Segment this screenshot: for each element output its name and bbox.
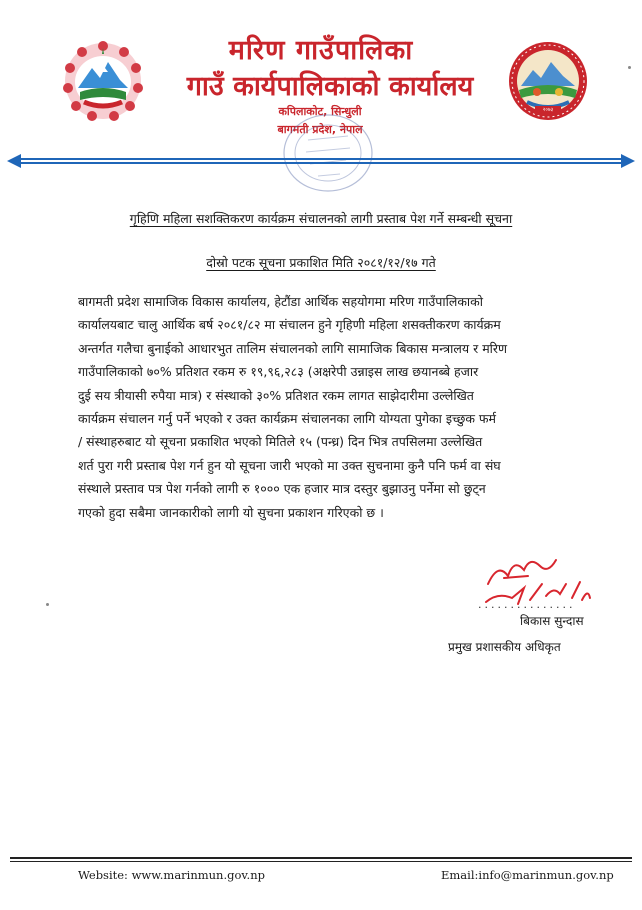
body-line: शर्त पुरा गरी प्रस्ताब पेश गर्न हुन यो सूचना जारी भएको मा उक्त सुचनामा कुनै पनि फर्म वा संघ — [78, 457, 501, 473]
municipality-logo-icon — [507, 40, 589, 122]
footer-website: Website: www.marinmun.gov.np — [78, 868, 265, 882]
body-line: बागमती प्रदेश सामाजिक विकास कार्यालय, हेटौंडा आर्थिक सहयोगमा मरिण गाउँपालिकाको — [78, 294, 484, 309]
body-line: / संस्थाहरुबाट यो सूचना प्रकाशित भएको मितिले १५ (पन्ध्र) दिन भित्र तपसिलमा उल्लेखित — [78, 434, 483, 450]
body-line: गएको हुदा सबैमा जानकारीको लागी यो सुचना प्रकाशन गरिएको छ । — [78, 504, 384, 520]
footer-email: Email:info@marinmun.gov.np — [441, 868, 614, 882]
subject-heading: गृहिणि महिला सशक्तिकरण कार्यक्रम संचालनको लागी प्रस्ताब पेश गर्ने सम्बन्धी सूचना — [129, 211, 513, 226]
scan-speck — [46, 603, 49, 606]
svg-text:२०७३: २०७३ — [542, 107, 554, 113]
body-line: कार्यालयबाट चालु आर्थिक बर्ष २०८१/८२ मा संचालन हुने गृहिणी महिला शसक्तीकरण कार्यक्रम — [78, 317, 501, 333]
footer-divider — [10, 861, 632, 862]
notice-body — [78, 290, 586, 524]
address-line1: कपिलाकोट, सिन्धुली — [278, 105, 362, 118]
address-line2: बागमती प्रदेश, नेपाल — [277, 123, 363, 136]
signature-line: ............... — [478, 598, 576, 611]
body-line: अन्तर्गत गलैचा बुनाईको आधारभुत तालिम संचालनको लागि सामाजिक बिकास मन्त्रालय र मरिण — [78, 340, 508, 356]
header-divider — [5, 150, 637, 172]
office-name-line2: गाउँ कार्यपालिकाको कार्यालय — [186, 71, 474, 102]
office-name-line1: मरिण गाउँपालिका — [228, 35, 414, 66]
signatory-title: प्रमुख प्रशासकीय अधिकृत — [448, 640, 561, 654]
body-line: कार्यक्रम संचालन गर्नु पर्ने भएको र उक्त कार्यक्रम संचालनका लागि योग्यता पुगेका इच्छुक फर्म — [78, 411, 497, 427]
footer-divider — [10, 857, 632, 859]
body-line: गाउँपालिकाको ७०% प्रतिशत रकम रु १९,९६,२८३ (अक्षरेपी उन्नाइस लाख छयानब्बे हजार — [78, 364, 479, 380]
signatory-name: बिकास सुन्दास — [520, 614, 584, 628]
body-line: संस्थाले प्रस्ताव पत्र पेश गर्नको लागी रु १००० एक हजार मात्र दस्तुर बुझाउनु पर्नेमा सो छुट्न — [78, 481, 486, 497]
notice-date-line: दोस्रो पटक सूचना प्रकाशित मिति २०८१/१२/१७ गते — [206, 255, 436, 270]
scan-speck — [628, 66, 631, 69]
body-line: दुई सय त्रीयासी रुपैया मात्र) र संस्थाको ३०% प्रतिशत रकम लागत साझेदारीमा उल्लेखित — [78, 387, 474, 403]
